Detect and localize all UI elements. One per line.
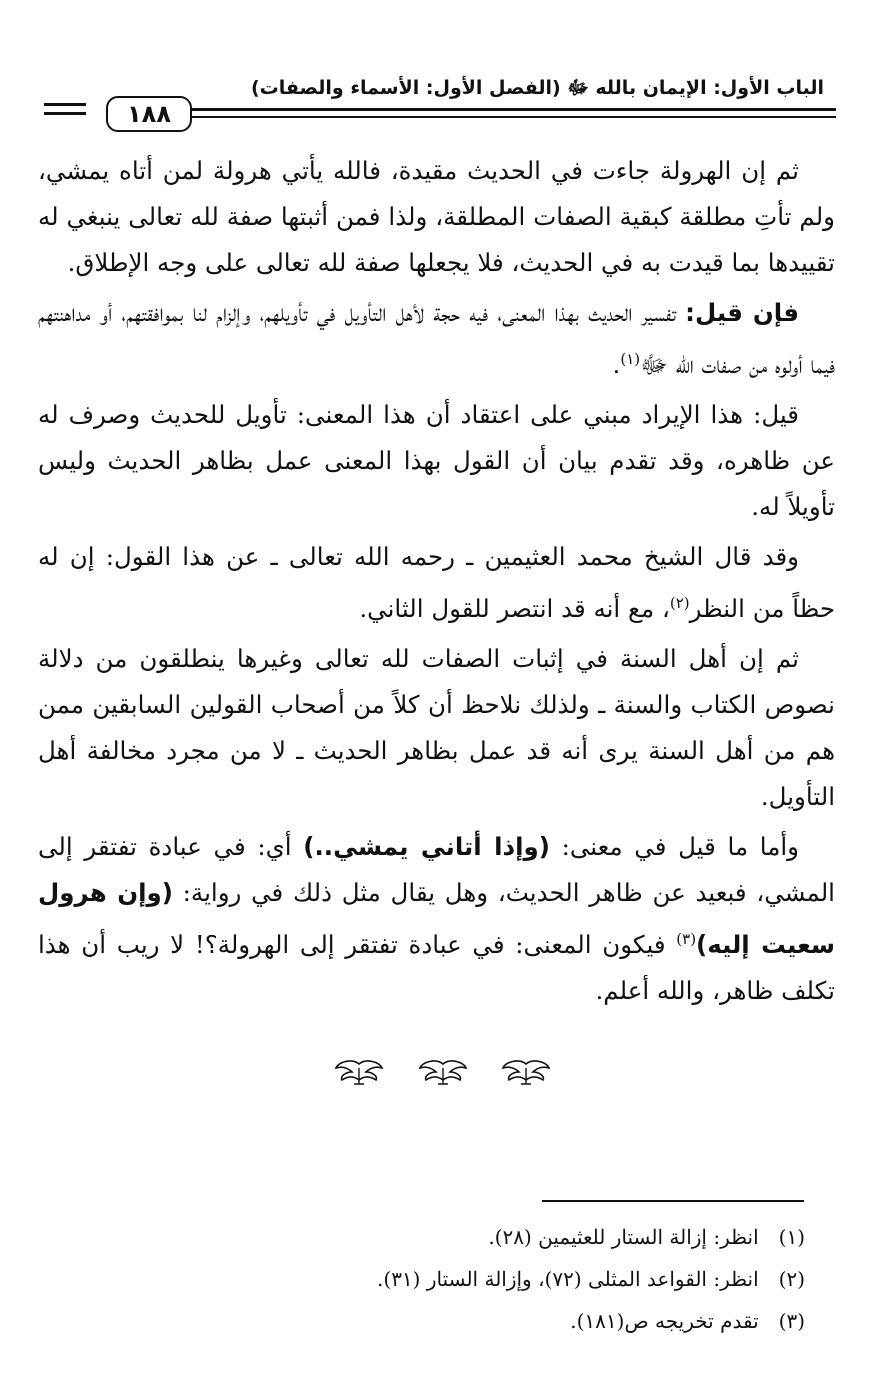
footnote-3: (٣) تقدم تخريجه ص(١٨١). <box>570 1309 805 1333</box>
page-header <box>36 70 836 130</box>
footnote-ref-3: (٣) <box>676 930 697 949</box>
paragraph-1: ثم إن الهرولة جاءت في الحديث مقيدة، فالله يأتي هرولة لمن أتاه يمشي، ولم تأتِ مطلقة كبقية الصفات المطلقة، ولذا فمن أثبتها صفة لله تعالى ينبغي له تقييدها بما قيدت به في الحديث، فلا يجعلها صفة لله تعالى على وجه الإطلاق. <box>38 156 835 277</box>
floral-ornament-icon <box>332 1060 386 1086</box>
footnotes <box>105 1216 805 1342</box>
footnote-separator <box>542 1200 804 1202</box>
main-text <box>38 148 835 1018</box>
paragraph-4: وقد قال الشيخ محمد العثيمين ـ رحمه الله تعالى ـ عن هذا القول: إن له حظاً من النظر$^{(٢)}$، مع أنه قد انتصر للقول الثاني. <box>38 542 835 624</box>
footnote-1: (١) انظر: إزالة الستار للعثيمين (٢٨). <box>488 1225 805 1249</box>
footnote-ref-1: (١) <box>620 350 641 368</box>
header-rule-top <box>186 108 836 111</box>
floral-ornament-icon <box>499 1060 553 1086</box>
page-number: ١٨٨ <box>106 96 192 132</box>
header-double-mark <box>44 103 86 119</box>
objection-lead: فإن قيل: <box>685 298 799 327</box>
footnote-ref-2: (٢) <box>669 594 690 613</box>
hadith-quote-2: (وإن هرول سعيت إليه) <box>38 878 835 960</box>
paragraph-5: ثم إن أهل السنة في إثبات الصفات لله تعالى وغيرها ينطلقون من دلالة نصوص الكتاب والسنة ـ ولذلك نلاحظ أن كلاً من أصحاب القولين السابقين ممن هم من أهل السنة يرى أنه قد عمل بظاهر الحديث ـ لا من مجرد مخالفة أهل التأويل. <box>38 644 835 812</box>
paragraph-6: وأما ما قيل في معنى: (وإذا أتاني يمشي..) أي: في عبادة تفتقر إلى المشي، فبعيد عن ظاهر الحديث، وهل يقال مثل ذلك في رواية: (وإن هرول سعيت إليه)$^{(٣)}$ فيكون المعنى: في عبادة تفتقر إلى الهرولة؟! لا ريب أن هذا تكلف ظاهر، والله أعلم. <box>38 832 835 1006</box>
footnote-2: (٢) انظر: القواعد المثلى (٧٢)، وإزالة الستار (٣١). <box>377 1267 805 1291</box>
paragraph-3: قيل: هذا الإيراد مبني على اعتقاد أن هذا المعنى: تأويل للحديث وصرف له عن ظاهره، وقد تقدم بيان أن القول بهذا المعنى عمل بظاهر الحديث وليس تأويلاً له. <box>38 400 835 522</box>
header-rule-bottom <box>186 116 836 118</box>
hadith-quote-1: (وإذا أتاني يمشي..) <box>303 832 550 862</box>
paragraph-2: فإن قيل: تفسير الحديث بهذا المعنى، فيه حجة لأهل التأويل في تأويلهم، وإلزام لنا بموافقتهم، أو مداهنتهم فيما أولوه من صفات الله ﷻ$^{(١)}$. <box>38 298 835 380</box>
floral-ornament-icon <box>416 1060 470 1086</box>
section-end-ornaments <box>0 1060 885 1090</box>
running-title: الباب الأول: الإيمان بالله ﷻ (الفصل الأول: الأسماء والصفات) <box>250 77 824 99</box>
